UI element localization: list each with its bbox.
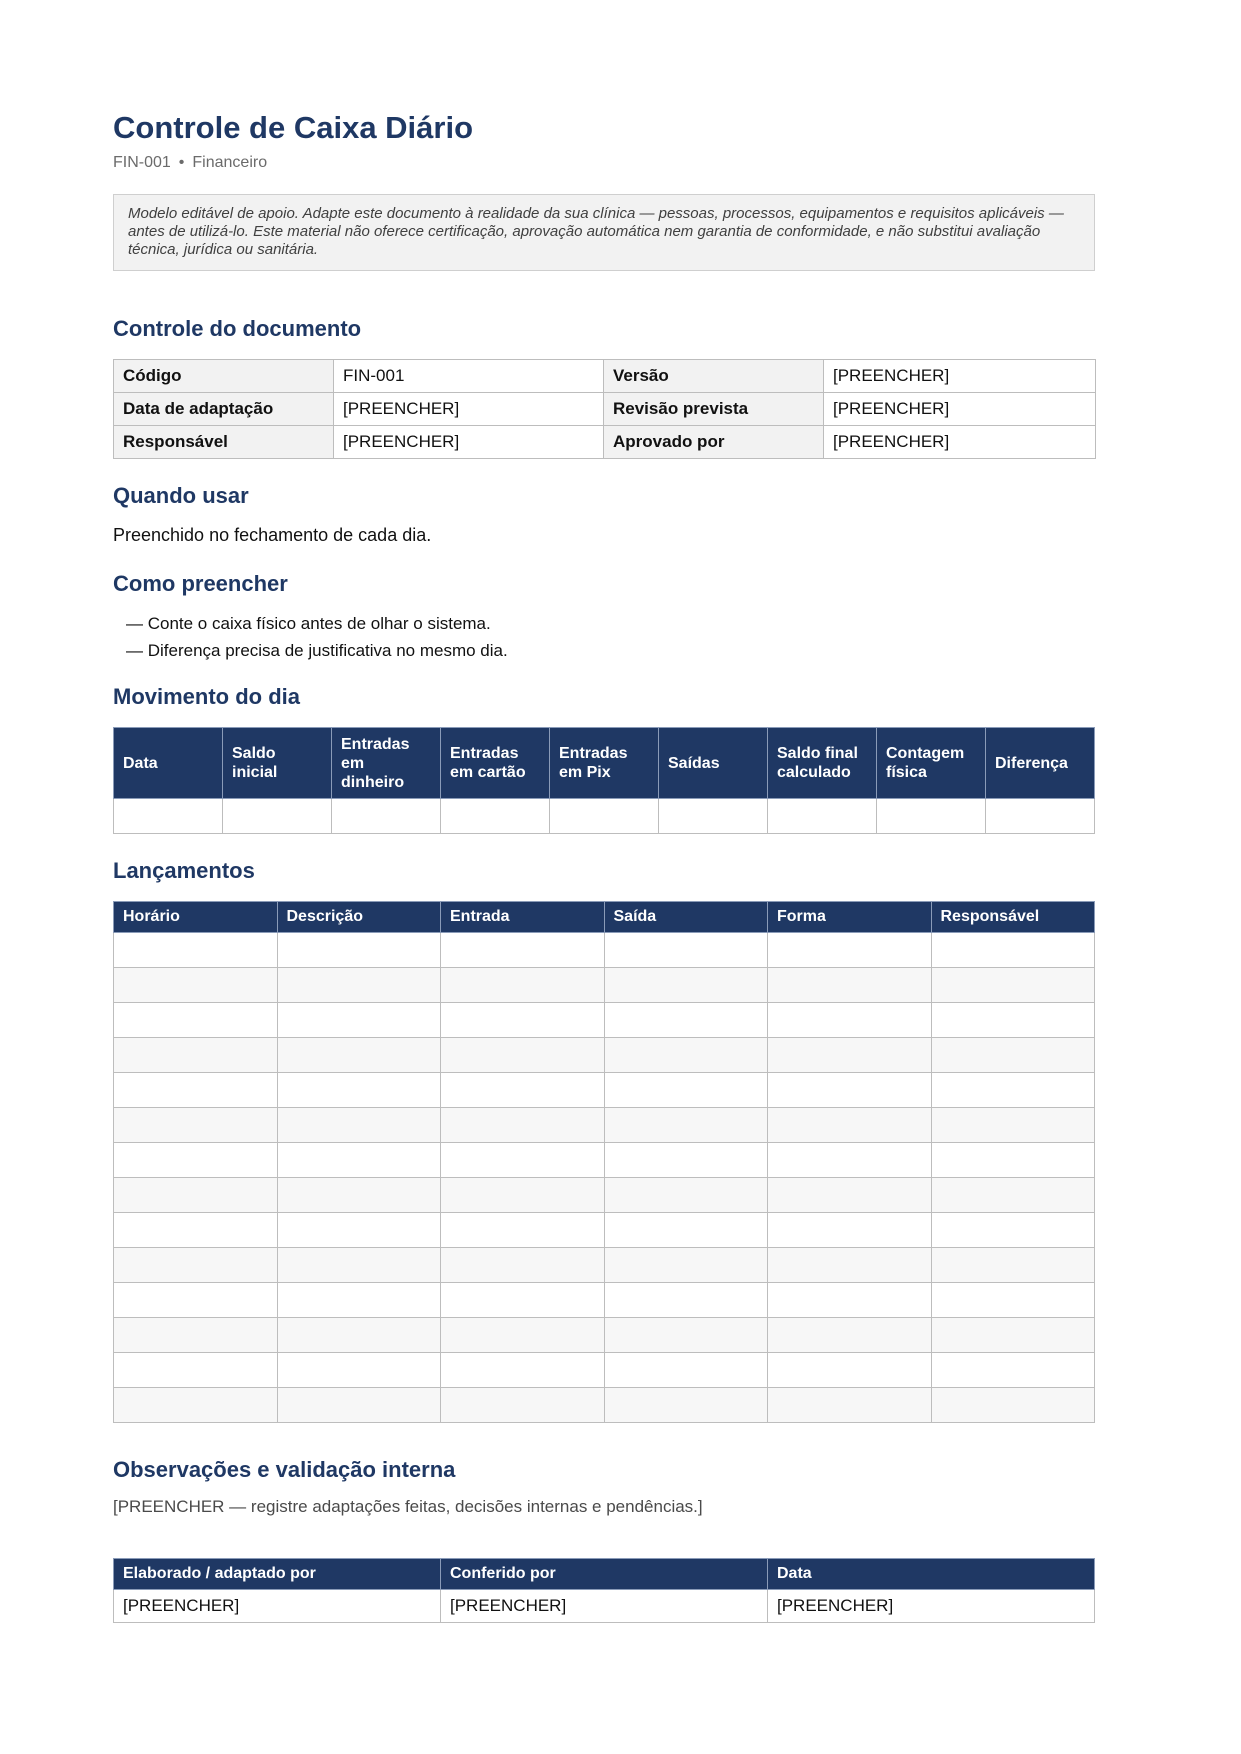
entries-heading: Lançamentos [113, 858, 255, 883]
table-cell[interactable] [931, 1248, 1095, 1283]
daily-movement-header-row [114, 728, 1095, 799]
table-cell[interactable] [332, 799, 441, 834]
table-cell[interactable] [114, 1283, 278, 1318]
table-cell[interactable] [604, 1038, 768, 1073]
document-subtitle [113, 154, 267, 172]
table-cell[interactable] [277, 1353, 441, 1388]
table-cell[interactable] [441, 1388, 605, 1423]
table-cell[interactable] [604, 1388, 768, 1423]
column-header: Saldo inicial [223, 728, 332, 799]
when-to-use-heading: Quando usar [113, 483, 249, 508]
signoff-date-field[interactable]: [PREENCHER] [768, 1590, 1095, 1623]
notes-text[interactable]: [PREENCHER — registre adaptações feitas, decisões internas e pendências.] [113, 1497, 703, 1516]
table-row [114, 968, 1095, 1003]
table-cell[interactable] [931, 1073, 1095, 1108]
table-cell[interactable] [441, 933, 605, 968]
column-header: Descrição [277, 902, 441, 933]
table-row [114, 1003, 1095, 1038]
table-cell[interactable] [441, 1248, 605, 1283]
table-cell[interactable] [114, 1003, 278, 1038]
signoff-table [113, 1558, 1095, 1623]
table-cell[interactable] [441, 1108, 605, 1143]
table-cell[interactable] [768, 1073, 932, 1108]
table-cell[interactable] [114, 799, 223, 834]
table-cell[interactable] [441, 1143, 605, 1178]
table-cell[interactable] [441, 1283, 605, 1318]
table-cell[interactable] [604, 1003, 768, 1038]
table-cell[interactable] [931, 1353, 1095, 1388]
table-cell[interactable] [604, 933, 768, 968]
entries-table [113, 901, 1095, 1423]
table-cell[interactable] [604, 1178, 768, 1213]
table-cell[interactable] [604, 1283, 768, 1318]
table-cell[interactable] [768, 933, 932, 968]
table-row [114, 1213, 1095, 1248]
document-code: FIN-001 [113, 154, 171, 171]
table-cell[interactable] [931, 1143, 1095, 1178]
table-cell[interactable] [441, 1073, 605, 1108]
doc-control-value[interactable]: FIN-001 [334, 360, 604, 393]
doc-control-table [113, 359, 1096, 459]
column-header: Responsável [931, 902, 1095, 933]
table-cell[interactable] [768, 1143, 932, 1178]
column-header: Entrada [441, 902, 605, 933]
table-cell[interactable] [441, 1353, 605, 1388]
table-cell[interactable] [604, 1108, 768, 1143]
table-cell[interactable] [441, 968, 605, 1003]
column-header: Elaborado / adaptado por [114, 1559, 441, 1590]
table-row [114, 1248, 1095, 1283]
table-cell[interactable] [277, 1318, 441, 1353]
doc-control-label: Código [114, 360, 334, 393]
column-header: Entradas em cartão [441, 728, 550, 799]
table-cell[interactable] [277, 1388, 441, 1423]
notes-heading: Observações e validação interna [113, 1457, 456, 1482]
table-cell[interactable] [114, 1248, 278, 1283]
daily-movement-row [114, 799, 1095, 834]
how-to-fill-list [113, 610, 508, 664]
disclaimer-notice: Modelo editável de apoio. Adapte este documento à realidade da sua clínica — pessoas, processos, equipamentos e requisitos aplicáveis — antes de utilizá-lo. Este material não oferece certificação, aprovação automática nem garantia de conformidade, e não substitui avaliação técnica, jurídica ou sanitária. [113, 194, 1095, 271]
column-header: Data [768, 1559, 1095, 1590]
daily-movement-heading: Movimento do dia [113, 684, 300, 709]
table-cell[interactable] [114, 1388, 278, 1423]
table-row [114, 1038, 1095, 1073]
table-cell[interactable] [768, 1108, 932, 1143]
table-cell[interactable] [114, 1108, 278, 1143]
table-cell[interactable] [659, 799, 768, 834]
table-cell[interactable] [114, 1318, 278, 1353]
table-cell[interactable] [604, 1353, 768, 1388]
table-cell[interactable] [441, 1318, 605, 1353]
column-header: Diferença [986, 728, 1095, 799]
table-cell[interactable] [931, 933, 1095, 968]
doc-control-row [114, 393, 1096, 426]
table-cell[interactable] [768, 1003, 932, 1038]
table-cell[interactable] [931, 1108, 1095, 1143]
table-row [114, 1073, 1095, 1108]
subtitle-separator: • [178, 154, 185, 171]
table-cell[interactable] [114, 1038, 278, 1073]
table-cell[interactable] [604, 1073, 768, 1108]
doc-control-heading: Controle do documento [113, 316, 362, 341]
table-cell[interactable] [768, 1318, 932, 1353]
table-cell[interactable] [277, 1283, 441, 1318]
table-cell[interactable] [768, 1353, 932, 1388]
table-cell[interactable] [768, 1388, 932, 1423]
table-cell[interactable] [277, 1038, 441, 1073]
table-cell[interactable] [768, 799, 877, 834]
doc-control-row [114, 426, 1096, 459]
table-cell[interactable] [931, 1283, 1095, 1318]
column-header: Saída [604, 902, 768, 933]
table-cell[interactable] [277, 933, 441, 968]
table-cell[interactable] [931, 1178, 1095, 1213]
column-header: Forma [768, 902, 932, 933]
table-row [114, 1318, 1095, 1353]
table-cell[interactable] [604, 968, 768, 1003]
table-cell[interactable] [931, 1388, 1095, 1423]
signoff-author-field[interactable]: [PREENCHER] [114, 1590, 441, 1623]
column-header: Entradas em Pix [550, 728, 659, 799]
signoff-row [114, 1590, 1095, 1623]
table-row [114, 933, 1095, 968]
column-header: Contagem física [877, 728, 986, 799]
table-cell[interactable] [986, 799, 1095, 834]
table-cell[interactable] [277, 1248, 441, 1283]
table-cell[interactable] [768, 1038, 932, 1073]
doc-control-value[interactable]: [PREENCHER] [824, 426, 1096, 459]
table-cell[interactable] [604, 1248, 768, 1283]
table-cell[interactable] [277, 1178, 441, 1213]
table-row [114, 1178, 1095, 1213]
table-cell[interactable] [114, 933, 278, 968]
table-cell[interactable] [114, 1143, 278, 1178]
table-cell[interactable] [931, 1038, 1095, 1073]
table-cell[interactable] [441, 799, 550, 834]
table-cell[interactable] [768, 968, 932, 1003]
how-to-fill-heading: Como preencher [113, 571, 288, 596]
doc-control-value[interactable]: [PREENCHER] [824, 360, 1096, 393]
entries-body [114, 933, 1095, 1423]
signoff-header-row [114, 1559, 1095, 1590]
table-cell[interactable] [114, 1213, 278, 1248]
doc-control-value[interactable]: [PREENCHER] [824, 393, 1096, 426]
document-category: Financeiro [192, 154, 268, 171]
table-row [114, 1143, 1095, 1178]
table-cell[interactable] [114, 1178, 278, 1213]
when-to-use-text: Preenchido no fechamento de cada dia. [113, 525, 432, 545]
table-cell[interactable] [931, 968, 1095, 1003]
doc-control-label: Revisão prevista [604, 393, 824, 426]
table-row [114, 1388, 1095, 1423]
table-cell[interactable] [114, 1353, 278, 1388]
table-cell[interactable] [768, 1178, 932, 1213]
table-row [114, 1353, 1095, 1388]
column-header: Data [114, 728, 223, 799]
table-cell[interactable] [441, 1038, 605, 1073]
column-header: Saldo final calculado [768, 728, 877, 799]
column-header: Entradas em dinheiro [332, 728, 441, 799]
table-cell[interactable] [877, 799, 986, 834]
table-cell[interactable] [550, 799, 659, 834]
table-cell[interactable] [441, 1003, 605, 1038]
signoff-checker-field[interactable]: [PREENCHER] [441, 1590, 768, 1623]
doc-control-value[interactable]: [PREENCHER] [334, 426, 604, 459]
table-cell[interactable] [931, 1003, 1095, 1038]
table-cell[interactable] [604, 1318, 768, 1353]
table-cell[interactable] [277, 1073, 441, 1108]
table-cell[interactable] [223, 799, 332, 834]
table-cell[interactable] [604, 1143, 768, 1178]
doc-control-row [114, 360, 1096, 393]
how-to-fill-item: — Conte o caixa físico antes de olhar o sistema. [126, 614, 491, 633]
entries-header-row [114, 902, 1095, 933]
table-cell[interactable] [277, 1143, 441, 1178]
table-cell[interactable] [114, 1073, 278, 1108]
table-cell[interactable] [604, 1213, 768, 1248]
table-cell[interactable] [277, 968, 441, 1003]
table-cell[interactable] [768, 1248, 932, 1283]
column-header: Conferido por [441, 1559, 768, 1590]
doc-control-label: Aprovado por [604, 426, 824, 459]
table-cell[interactable] [114, 968, 278, 1003]
doc-control-value[interactable]: [PREENCHER] [334, 393, 604, 426]
doc-control-label: Data de adaptação [114, 393, 334, 426]
column-header: Saídas [659, 728, 768, 799]
table-cell[interactable] [768, 1213, 932, 1248]
doc-control-label: Versão [604, 360, 824, 393]
table-row [114, 1108, 1095, 1143]
table-cell[interactable] [277, 1108, 441, 1143]
table-cell[interactable] [277, 1003, 441, 1038]
table-cell[interactable] [931, 1213, 1095, 1248]
doc-control-label: Responsável [114, 426, 334, 459]
table-cell[interactable] [441, 1213, 605, 1248]
daily-movement-table [113, 727, 1095, 834]
table-cell[interactable] [277, 1213, 441, 1248]
table-cell[interactable] [768, 1283, 932, 1318]
table-row [114, 1283, 1095, 1318]
document-title: Controle de Caixa Diário [113, 110, 474, 145]
table-cell[interactable] [441, 1178, 605, 1213]
column-header: Horário [114, 902, 278, 933]
table-cell[interactable] [931, 1318, 1095, 1353]
how-to-fill-item: — Diferença precisa de justificativa no mesmo dia. [126, 641, 508, 660]
